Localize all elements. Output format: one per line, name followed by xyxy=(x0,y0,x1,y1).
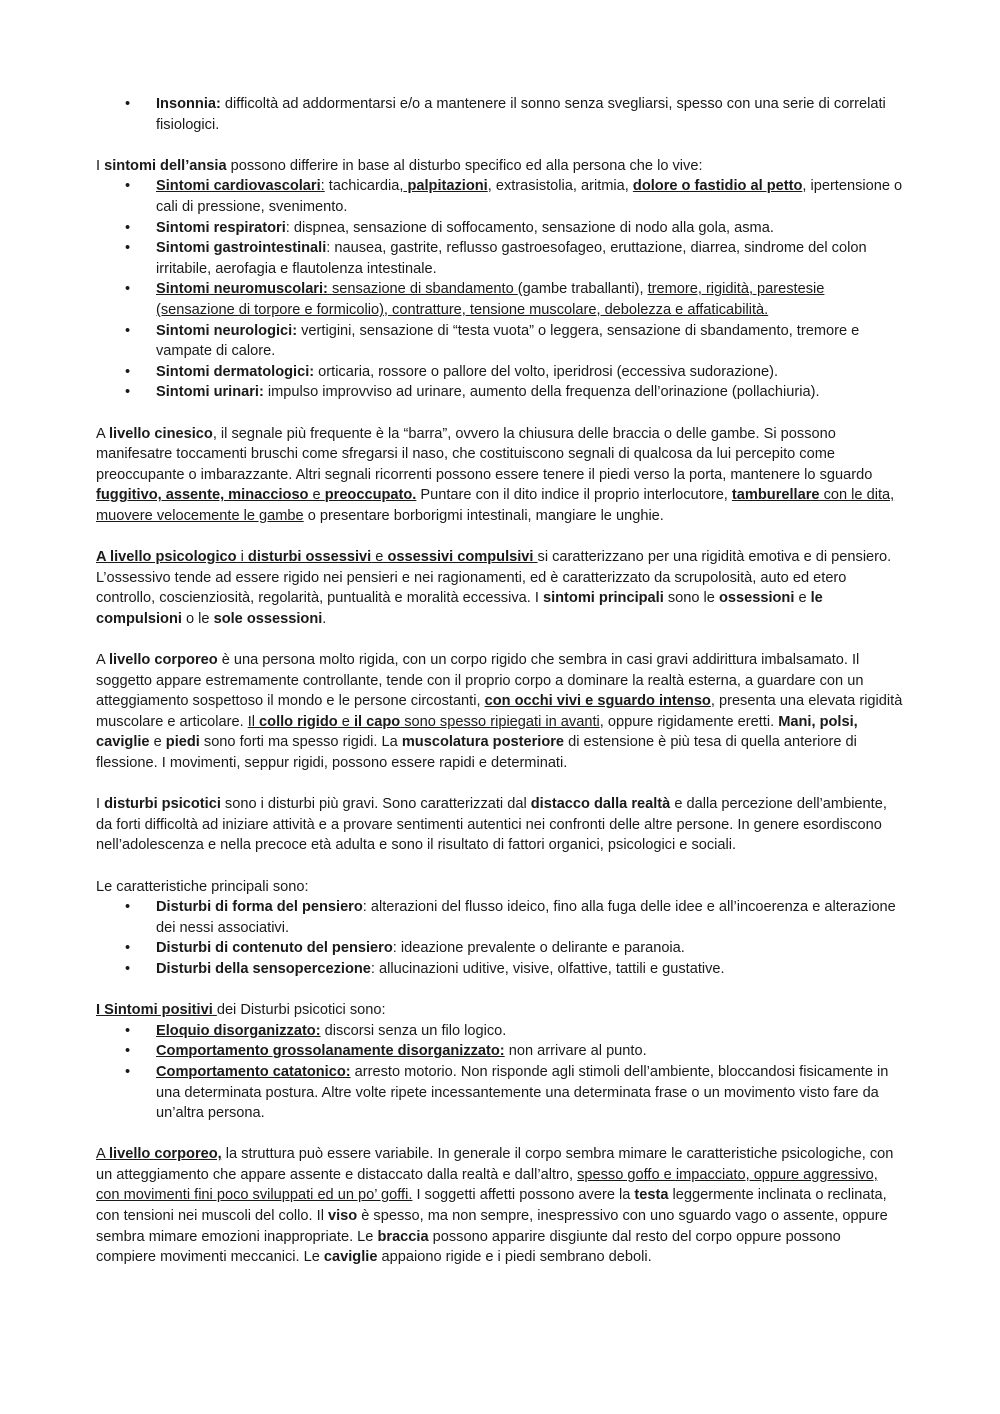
term-insonnia: Insonnia: xyxy=(156,96,221,112)
list-item-urinari: • Sintomi urinari: impulso improvviso ad urinare, aumento della frequenza dell’orinazione (pollachiuria). xyxy=(96,382,904,403)
list-item-grossolanamente: • Comportamento grossolanamente disorganizzato: non arrivare al punto. xyxy=(96,1041,904,1062)
sintomi-positivi-intro: I Sintomi positivi dei Disturbi psicotici sono: xyxy=(96,1002,386,1019)
list-item-neurologici: • Sintomi neurologici: vertigini, sensazione di “testa vuota” o leggera, sensazione di sbandamento, tremore e vampate di calore. xyxy=(96,321,904,362)
paragraph-livello-corporeo-ossessivo: A livello corporeo è una persona molto rigida, con un corpo rigido che sembra in casi gravi addirittura imbalsamato. Il soggetto appare estremamente controllante, tende con il proprio corpo a dominare la realtà esterna, a guardare con un atteggiamento sospettoso il mondo e le persone circostanti, con occhi vivi e sguardo intenso, presenta una elevata rigidità muscolare e articolare. Il collo rigido e il capo sono spesso ripiegati in avanti, oppure rigidamente eretti. Mani, polsi, caviglie e piedi sono forti ma spesso rigidi. La muscolatura posteriore di estensione è più tesa di quella anteriore di flessione. I movimenti, seppur rigidi, possono essere rapidi e determinati. xyxy=(96,652,903,771)
list-item-gastrointestinali: • Sintomi gastrointestinali: nausea, gastrite, reflusso gastroesofageo, eruttazione, diarrea, sindrome del colon irritabile, aerofagia e flautolenza intestinale. xyxy=(96,238,904,279)
caratteristiche-intro: Le caratteristiche principali sono: xyxy=(96,878,309,895)
list-item-forma-pensiero: • Disturbi di forma del pensiero: alterazioni del flusso ideico, fino alla fuga delle idee e all’incoerenza e alterazione dei nessi associativi. xyxy=(96,897,904,938)
list-item-contenuto-pensiero: • Disturbi di contenuto del pensiero: ideazione prevalente o delirante e paranoia. xyxy=(96,938,904,959)
list-item-respiratori: • Sintomi respiratori: dispnea, sensazione di soffocamento, sensazione di nodo alla gola, asma. xyxy=(96,218,904,239)
list-item-dermatologici: • Sintomi dermatologici: orticaria, rossore o pallore del volto, iperidrosi (eccessiva sudorazione). xyxy=(96,362,904,383)
insonnia-list xyxy=(96,94,904,135)
paragraph-disturbi-psicotici: I disturbi psicotici sono i disturbi più gravi. Sono caratterizzati dal distacco dalla realtà e dalla percezione dell’ambiente, da forti difficoltà ad iniziare attività e a provare sentimenti autentici nei confronti delle altre persone. In genere esordiscono nell’adolescenza e nella precoce età adulta e sono il risultato di fattori organici, psicologici e sociali. xyxy=(96,796,887,854)
ansia-intro: I sintomi dell’ansia possono differire in base al disturbo specifico ed alla persona che lo vive: xyxy=(96,157,703,174)
paragraph-livello-cinesico: A livello cinesico, il segnale più frequente è la “barra”, ovvero la chiusura delle braccia o delle gambe. Si possono manifesatre toccamenti bruschi come sfregarsi il naso, che costituiscono segnali di qualcosa da lui percepito come preoccupante o imbarazzante. Altri segnali ricorrenti possono essere tenere il piedi verso la porta, mantenere lo sguardo fuggitivo, assente, minaccioso e preoccupato. Puntare con il dito indice il proprio interlocutore, tamburellare con le dita, muovere velocemente le gambe o presentare borborigmi intestinali, mangiare le unghie. xyxy=(96,425,895,524)
paragraph-livello-corporeo-psicotico: A livello corporeo, la struttura può essere variabile. In generale il corpo sembra mimare le caratteristiche psicologiche, con un atteggiamento che appare assente e distaccato dalla realtà e dall’altro, spesso goffo e impacciato, oppure aggressivo, con movimenti fini poco sviluppati ed un po’ goffi. I soggetti affetti possono avere la testa leggermente inclinata o reclinata, con tensioni nei muscoli del collo. Il viso è spesso, ma non sempre, inespressivo con uno sguardo vago o assente, oppure sembra mimare emozioni inappropriate. Le braccia possono apparire disgiunte dal resto del corpo oppure possono compiere movimenti meccanici. Le caviglie appaiono rigide e i piedi sembrano deboli. xyxy=(96,1146,894,1266)
caratteristiche-list xyxy=(96,897,904,979)
list-item-catatonico: • Comportamento catatonico: arresto motorio. Non risponde agli stimoli dell’ambiente, bloccandosi fisicamente in una determinata postura. Altre volte ripete incessantemente una determinata frase o un movimento visto fare da un’altra persona. xyxy=(96,1062,904,1124)
list-item-neuromuscolari: • Sintomi neuromuscolari: sensazione di sbandamento (gambe traballanti), tremore, rigidità, parestesie (sensazione di torpore e formicolio), contratture, tensione muscolare, debolezza e affaticabilità. xyxy=(96,279,904,320)
list-item-eloquio: • Eloquio disorganizzato: discorsi senza un filo logico. xyxy=(96,1021,904,1042)
list-item-sensopercezione: • Disturbi della sensopercezione: allucinazioni uditive, visive, olfattive, tattili e gustative. xyxy=(96,959,904,980)
list-item-insonnia: • Insonnia: difficoltà ad addormentarsi e/o a mantenere il sonno senza svegliarsi, spesso con una serie di correlati fisiologici. xyxy=(96,94,904,135)
paragraph-livello-psicologico: A livello psicologico i disturbi ossessivi e ossessivi compulsivi si caratterizzano per una rigidità emotiva e di pensiero. L’ossessivo tende ad essere rigido nei pensieri e nei ragionamenti, ed è caratterizzato da scrupolosità, auto ed etero controllo, coscienziosità, regolarità, puntualità e moralità eccessiva. I sintomi principali sono le ossessioni e le compulsioni o le sole ossessioni. xyxy=(96,549,892,627)
sintomi-positivi-list xyxy=(96,1021,904,1124)
ansia-symptom-list xyxy=(96,176,904,403)
list-item-cardiovascolari: • Sintomi cardiovascolari: tachicardia, palpitazioni, extrasistolia, aritmia, dolore o fastidio al petto, ipertensione o cali di pressione, svenimento. xyxy=(96,176,904,217)
